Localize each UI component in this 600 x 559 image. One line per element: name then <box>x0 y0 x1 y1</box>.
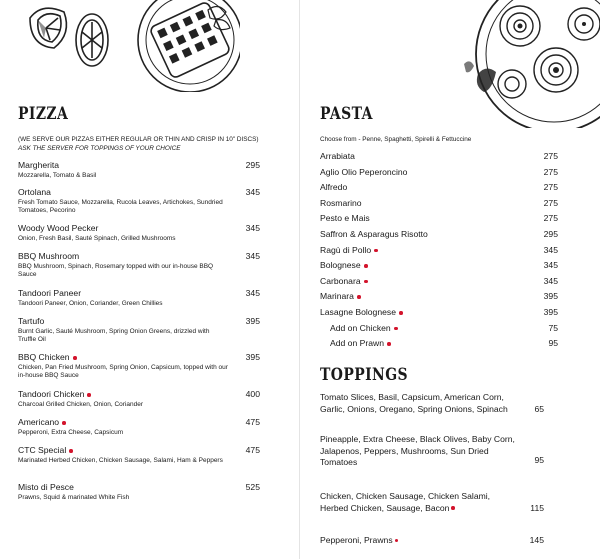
menu-item-name: Misto di Pesce <box>18 482 74 492</box>
menu-item-price: 395 <box>245 316 260 326</box>
menu-item-price: 345 <box>543 275 558 286</box>
menu-item-price: 95 <box>548 338 558 349</box>
topping-group-text: Tomato Slices, Basil, Capsicum, American Corn, Garlic, Onions, Oregano, Spring Onions, Spinach <box>320 392 508 414</box>
menu-item-price: 395 <box>543 307 558 317</box>
menu-item-price: 295 <box>543 229 558 239</box>
menu-item-price: 395 <box>543 291 558 302</box>
menu-item-name: BBQ Chicken <box>18 352 70 362</box>
menu-item-price: 345 <box>543 260 558 271</box>
menu-item-description: Charcoal Grilled Chicken, Onion, Coriander <box>18 401 144 408</box>
non-veg-dot-icon <box>69 449 73 453</box>
pizza-toppings-note: ASK THE SERVER FOR TOPPINGS OF YOUR CHOICE <box>18 145 181 152</box>
pizza-heading: PIZZA <box>18 104 69 124</box>
menu-item-price: 295 <box>245 160 260 170</box>
menu-item-name: Ragù di Pollo <box>320 244 372 255</box>
non-veg-dot-icon <box>73 356 77 360</box>
menu-item-price: 345 <box>245 187 260 197</box>
menu-item-price: 275 <box>543 166 558 177</box>
menu-item-name: Marinara <box>320 291 354 302</box>
non-veg-dot-icon <box>399 311 403 315</box>
non-veg-dot-icon <box>394 327 398 331</box>
menu-item-description: Burnt Garlic, Sauté Mushroom, Spring Onion Greens, drizzled with Truffle Oil <box>18 328 210 343</box>
menu-item-name: Tandoori Paneer <box>18 288 82 298</box>
menu-item-name: Rosmarino <box>320 197 362 208</box>
menu-item-price: 525 <box>245 482 260 492</box>
menu-item-price: 345 <box>245 223 260 233</box>
menu-item-name: CTC Special <box>18 445 67 455</box>
menu-item-name: Woody Wood Pecker <box>18 223 99 233</box>
food-illustration-icon <box>20 0 240 92</box>
menu-item-price: 75 <box>548 322 558 333</box>
pizza-page <box>0 0 296 559</box>
menu-item-price: 275 <box>543 151 558 161</box>
page-divider <box>299 0 300 559</box>
menu-item-name: Add on Chicken <box>330 322 391 333</box>
non-veg-dot-icon <box>364 264 368 268</box>
pasta-heading: PASTA <box>320 104 373 124</box>
topping-group-price: 115 <box>530 503 544 513</box>
pasta-plate-illustration-icon <box>460 0 600 128</box>
menu-item-name: BBQ Mushroom <box>18 251 80 261</box>
non-veg-dot-icon <box>364 280 368 284</box>
menu-item-description: Pepperoni, Extra Cheese, Capsicum <box>18 429 124 436</box>
non-veg-dot-icon <box>387 342 391 346</box>
non-veg-dot-icon <box>451 506 455 510</box>
menu-item-name: Bolognese <box>320 260 361 271</box>
menu-item-name: Saffron & Asparagus Risotto <box>320 229 428 239</box>
non-veg-dot-icon <box>87 393 91 397</box>
menu-item-description: Tandoori Paneer, Onion, Coriander, Green Chillies <box>18 300 163 307</box>
menu-item-price: 475 <box>245 445 260 455</box>
topping-group-text: Pineapple, Extra Cheese, Black Olives, Baby Corn, Jalapenos, Peppers, Mushrooms, Sun Dried Tomatoes <box>320 434 515 467</box>
menu-item-description: Fresh Tomato Sauce, Mozzarella, Rucola Leaves, Artichokes, Sundried Tomatoes, Pecorino <box>18 199 223 214</box>
menu-item-description: Prawns, Squid & marinated White Fish <box>18 494 130 501</box>
menu-item-price: 345 <box>245 251 260 261</box>
menu-item-name: Add on Prawn <box>330 338 384 349</box>
toppings-heading: TOPPINGS <box>320 365 408 385</box>
menu-item-price: 345 <box>543 244 558 255</box>
menu-item-description: Marinated Herbed Chicken, Chicken Sausage, Salami, Ham & Peppers <box>18 457 223 464</box>
menu-item-price: 475 <box>245 417 260 427</box>
non-veg-dot-icon <box>62 421 66 425</box>
pizza-size-note: (WE SERVE OUR PIZZAS EITHER REGULAR OR THIN AND CRISP IN 10" DISCS) <box>18 136 259 143</box>
topping-group-price: 65 <box>534 404 544 414</box>
menu-item-description: BBQ Mushroom, Spinach, Rosemary topped with our in-house BBQ Sauce <box>18 263 214 278</box>
topping-group-price: 95 <box>534 455 544 465</box>
menu-item-description: Onion, Fresh Basil, Sauté Spinach, Grilled Mushrooms <box>18 235 176 242</box>
menu-item-price: 395 <box>245 352 260 362</box>
menu-item-name: Tandoori Chicken <box>18 389 85 399</box>
menu-item-name: Carbonara <box>320 275 361 286</box>
topping-group-price: 145 <box>529 535 544 545</box>
menu-item-description: Chicken, Pan Fried Mushroom, Spring Onion, Capsicum, topped with our in-house BBQ Sauce <box>18 364 228 379</box>
menu-item-name: Ortolana <box>18 187 51 197</box>
non-veg-dot-icon <box>374 249 378 253</box>
menu-item-name: Aglio Olio Peperoncino <box>320 166 408 177</box>
non-veg-dot-icon <box>357 295 361 299</box>
menu-item-name: Americano <box>18 417 60 427</box>
topping-group-text: Pepperoni, Prawns <box>320 535 520 547</box>
menu-item-name: Arrabiata <box>320 151 355 161</box>
menu-item-price: 400 <box>245 389 260 399</box>
menu-item-name: Lasagne Bolognese <box>320 307 396 317</box>
topping-group-text: Chicken, Chicken Sausage, Chicken Salami, Herbed Chicken, Sausage, Bacon <box>320 491 491 513</box>
menu-item-description: Mozzarella, Tomato & Basil <box>18 172 97 179</box>
pasta-choice-note: Choose from - Penne, Spaghetti, Spirelli & Fettuccine <box>320 136 472 143</box>
menu-item-name: Tartufo <box>18 316 45 326</box>
menu-item-name: Pesto e Mais <box>320 213 370 224</box>
menu-item-name: Margherita <box>18 160 60 170</box>
menu-item-price: 275 <box>543 197 558 208</box>
menu-item-price: 345 <box>245 288 260 298</box>
pasta-toppings-page <box>304 0 600 559</box>
non-veg-dot-icon <box>395 539 399 543</box>
menu-item-name: Alfredo <box>320 182 348 193</box>
menu-item-price: 275 <box>543 213 558 224</box>
menu-item-price: 275 <box>543 182 558 193</box>
